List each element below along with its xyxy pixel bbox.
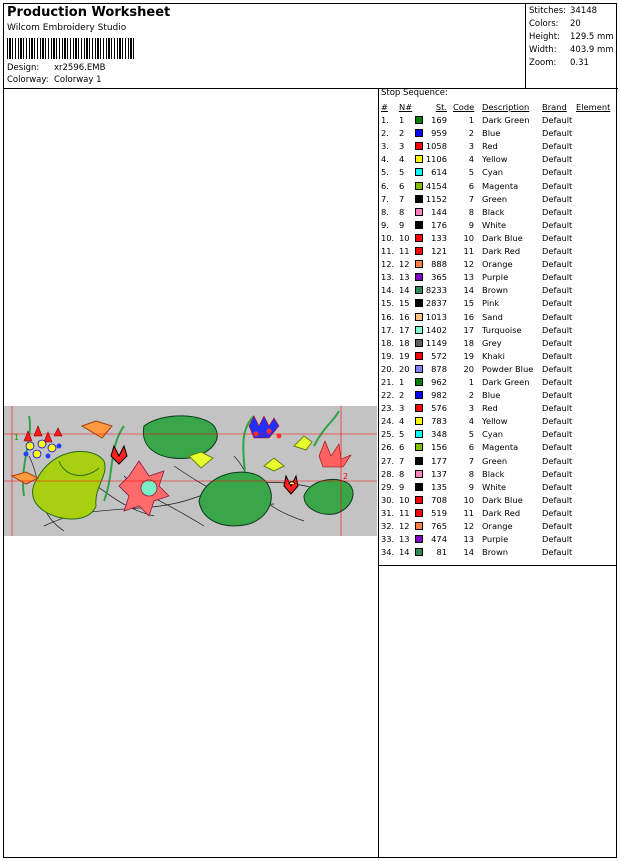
row-index: 34. xyxy=(381,547,395,558)
row-stitches: 572 xyxy=(431,350,447,361)
row-stitches: 519 xyxy=(431,507,447,518)
row-needle: 9 xyxy=(399,481,405,492)
row-code: 7 xyxy=(468,455,474,466)
design-info xyxy=(4,4,526,88)
stat-value: 20 xyxy=(570,19,581,29)
row-needle: 13 xyxy=(399,534,410,545)
row-needle: 4 xyxy=(399,154,405,165)
row-brand: Default xyxy=(542,363,573,374)
barcode xyxy=(7,38,135,59)
row-brand: Default xyxy=(542,285,573,296)
row-index: 7. xyxy=(381,193,389,204)
row-stitches: 614 xyxy=(431,167,447,178)
row-code: 1 xyxy=(468,376,474,387)
row-needle: 14 xyxy=(399,285,410,296)
row-brand: Default xyxy=(542,206,573,217)
row-description: Green xyxy=(482,193,508,204)
software-name: Wilcom Embroidery Studio xyxy=(7,23,127,33)
row-stitches: 1152 xyxy=(425,193,447,204)
worksheet xyxy=(3,3,617,858)
row-description: Yellow xyxy=(482,416,508,427)
header-description: Description xyxy=(482,102,530,112)
row-brand: Default xyxy=(542,337,573,348)
row-needle: 2 xyxy=(399,128,405,139)
row-index: 9. xyxy=(381,219,389,230)
stat-value: 129.5 mm xyxy=(570,32,614,42)
row-index: 5. xyxy=(381,167,389,178)
color-swatch xyxy=(415,352,423,360)
row-stitches: 982 xyxy=(431,390,447,401)
color-swatch xyxy=(415,470,423,478)
design-value: xr2596.EMB xyxy=(54,63,106,73)
row-needle: 18 xyxy=(399,337,410,348)
row-brand: Default xyxy=(542,481,573,492)
row-needle: 7 xyxy=(399,193,405,204)
row-needle: 14 xyxy=(399,547,410,558)
row-brand: Default xyxy=(542,246,573,257)
color-swatch xyxy=(415,168,423,176)
color-swatch xyxy=(415,339,423,347)
row-code: 1 xyxy=(468,115,474,126)
color-swatch xyxy=(415,313,423,321)
row-index: 31. xyxy=(381,507,395,518)
color-swatch xyxy=(415,522,423,530)
color-swatch xyxy=(415,129,423,137)
colorway-field xyxy=(7,75,102,85)
row-description: Powder Blue xyxy=(482,363,534,374)
row-index: 29. xyxy=(381,481,395,492)
row-description: Dark Blue xyxy=(482,232,523,243)
row-brand: Default xyxy=(542,193,573,204)
row-stitches: 176 xyxy=(431,219,447,230)
row-index: 33. xyxy=(381,534,395,545)
colorway-label: Colorway: xyxy=(7,75,49,85)
row-brand: Default xyxy=(542,154,573,165)
row-index: 12. xyxy=(381,259,395,270)
row-code: 3 xyxy=(468,403,474,414)
row-stitches: 708 xyxy=(431,494,447,505)
row-description: Dark Red xyxy=(482,507,521,518)
row-description: Pink xyxy=(482,298,500,309)
row-brand: Default xyxy=(542,416,573,427)
header-idx: # xyxy=(381,102,388,112)
row-code: 16 xyxy=(463,311,474,322)
row-description: Purple xyxy=(482,272,509,283)
stat-label: Width: xyxy=(529,45,557,55)
row-index: 11. xyxy=(381,246,395,257)
color-swatch xyxy=(415,326,423,334)
stat-label: Stitches: xyxy=(529,6,567,16)
page-title: Production Worksheet xyxy=(7,5,171,20)
row-code: 12 xyxy=(463,259,474,270)
row-needle: 5 xyxy=(399,429,405,440)
row-index: 21. xyxy=(381,376,395,387)
row-needle: 15 xyxy=(399,298,410,309)
row-stitches: 365 xyxy=(431,272,447,283)
row-brand: Default xyxy=(542,494,573,505)
row-code: 12 xyxy=(463,521,474,531)
row-stitches: 8233 xyxy=(425,285,447,296)
row-code: 6 xyxy=(468,442,474,453)
row-stitches: 135 xyxy=(431,481,447,492)
color-swatch xyxy=(415,260,423,268)
row-description: Orange xyxy=(482,521,513,531)
stat-height xyxy=(529,32,614,42)
row-needle: 1 xyxy=(399,115,405,126)
row-description: Purple xyxy=(482,534,509,545)
color-swatch xyxy=(415,208,423,216)
row-stitches: 1013 xyxy=(425,311,447,322)
row-needle: 19 xyxy=(399,350,410,361)
row-brand: Default xyxy=(542,311,573,322)
color-swatch xyxy=(415,535,423,543)
row-code: 11 xyxy=(463,507,474,518)
color-swatch xyxy=(415,378,423,386)
row-needle: 12 xyxy=(399,259,410,270)
row-code: 10 xyxy=(463,494,474,505)
row-needle: 2 xyxy=(399,390,405,401)
row-code: 15 xyxy=(463,298,474,309)
stat-label: Colors: xyxy=(529,19,559,29)
row-needle: 5 xyxy=(399,167,405,178)
stat-label: Zoom: xyxy=(529,58,557,68)
row-code: 3 xyxy=(468,141,474,152)
row-stitches: 4154 xyxy=(425,180,447,191)
row-needle: 3 xyxy=(399,141,405,152)
row-description: Orange xyxy=(482,259,513,270)
row-description: Dark Blue xyxy=(482,494,523,505)
row-stitches: 348 xyxy=(431,429,447,440)
row-brand: Default xyxy=(542,468,573,479)
row-brand: Default xyxy=(542,547,573,558)
row-description: Yellow xyxy=(482,154,508,165)
row-needle: 11 xyxy=(399,507,410,518)
color-swatch xyxy=(415,509,423,517)
row-description: Red xyxy=(482,403,498,414)
row-brand: Default xyxy=(542,455,573,466)
row-code: 6 xyxy=(468,180,474,191)
row-stitches: 765 xyxy=(431,521,447,531)
header-code: Code xyxy=(453,102,475,112)
row-index: 32. xyxy=(381,521,395,531)
end-marker: 2 xyxy=(343,472,349,481)
row-stitches: 474 xyxy=(431,534,447,545)
row-stitches: 1149 xyxy=(425,337,447,348)
stat-colors xyxy=(529,19,581,29)
row-stitches: 888 xyxy=(431,259,447,270)
row-needle: 20 xyxy=(399,363,410,374)
row-description: Brown xyxy=(482,285,509,296)
row-stitches: 156 xyxy=(431,442,447,453)
row-needle: 7 xyxy=(399,455,405,466)
row-index: 27. xyxy=(381,455,395,466)
row-index: 10. xyxy=(381,232,395,243)
row-stitches: 2837 xyxy=(425,298,447,309)
row-code: 8 xyxy=(468,206,474,217)
header-st: St. xyxy=(435,102,447,112)
header-n: N# xyxy=(399,102,413,112)
row-index: 16. xyxy=(381,311,395,322)
row-index: 2. xyxy=(381,128,389,139)
row-brand: Default xyxy=(542,507,573,518)
row-code: 4 xyxy=(468,154,474,165)
row-description: Khaki xyxy=(482,350,505,361)
row-index: 20. xyxy=(381,363,395,374)
row-code: 5 xyxy=(468,167,474,178)
row-brand: Default xyxy=(542,350,573,361)
color-swatch xyxy=(415,391,423,399)
color-swatch xyxy=(415,234,423,242)
row-needle: 11 xyxy=(399,246,410,257)
row-brand: Default xyxy=(542,219,573,230)
row-brand: Default xyxy=(542,429,573,440)
row-index: 28. xyxy=(381,468,395,479)
row-brand: Default xyxy=(542,324,573,335)
row-brand: Default xyxy=(542,376,573,387)
color-swatch xyxy=(415,247,423,255)
row-description: Dark Green xyxy=(482,115,530,126)
design-field xyxy=(7,63,106,73)
row-index: 30. xyxy=(381,494,395,505)
row-stitches: 1106 xyxy=(425,154,447,165)
color-swatch xyxy=(415,142,423,150)
row-needle: 12 xyxy=(399,521,410,531)
color-swatch xyxy=(415,457,423,465)
row-index: 18. xyxy=(381,337,395,348)
row-needle: 10 xyxy=(399,494,410,505)
row-index: 13. xyxy=(381,272,395,283)
stat-value: 403.9 mm xyxy=(570,45,614,55)
row-code: 18 xyxy=(463,337,474,348)
design-preview-panel xyxy=(4,89,379,857)
row-code: 13 xyxy=(463,534,474,545)
row-needle: 3 xyxy=(399,403,405,414)
row-brand: Default xyxy=(542,128,573,139)
row-stitches: 121 xyxy=(431,246,447,257)
row-description: Green xyxy=(482,455,508,466)
row-stitches: 1058 xyxy=(425,141,447,152)
row-code: 9 xyxy=(468,481,474,492)
color-swatch xyxy=(415,417,423,425)
row-description: Dark Green xyxy=(482,376,530,387)
row-description: Black xyxy=(482,206,505,217)
row-description: White xyxy=(482,219,507,230)
row-stitches: 576 xyxy=(431,403,447,414)
row-needle: 10 xyxy=(399,232,410,243)
header-element: Element xyxy=(576,102,611,112)
row-needle: 9 xyxy=(399,219,405,230)
row-description: Magenta xyxy=(482,180,519,191)
row-stitches: 959 xyxy=(431,128,447,139)
row-code: 10 xyxy=(463,232,474,243)
row-index: 26. xyxy=(381,442,395,453)
stop-sequence-panel xyxy=(379,89,616,857)
row-needle: 8 xyxy=(399,206,405,217)
color-swatch xyxy=(415,116,423,124)
row-description: Red xyxy=(482,141,498,152)
row-stitches: 144 xyxy=(431,206,447,217)
row-code: 17 xyxy=(463,324,474,335)
design-stats xyxy=(526,4,618,88)
row-code: 8 xyxy=(468,468,474,479)
stat-value: 34148 xyxy=(570,6,598,16)
embroidery-artwork xyxy=(4,406,377,536)
row-needle: 6 xyxy=(399,180,405,191)
row-code: 11 xyxy=(463,246,474,257)
row-needle: 6 xyxy=(399,442,405,453)
row-description: White xyxy=(482,481,507,492)
row-description: Grey xyxy=(482,337,502,348)
color-swatch xyxy=(415,273,423,281)
row-code: 14 xyxy=(463,547,474,558)
design-label: Design: xyxy=(7,63,40,73)
color-swatch xyxy=(415,286,423,294)
row-description: Sand xyxy=(482,311,503,322)
row-needle: 16 xyxy=(399,311,410,322)
row-description: Magenta xyxy=(482,442,519,453)
row-needle: 4 xyxy=(399,416,405,427)
table-end-divider xyxy=(379,565,616,566)
color-swatch xyxy=(415,299,423,307)
row-code: 19 xyxy=(463,350,474,361)
row-code: 2 xyxy=(468,390,474,401)
row-brand: Default xyxy=(542,390,573,401)
stat-value: 0.31 xyxy=(570,58,589,68)
stat-width xyxy=(529,45,614,55)
row-code: 13 xyxy=(463,272,474,283)
row-stitches: 783 xyxy=(431,416,447,427)
row-index: 22. xyxy=(381,390,395,401)
row-brand: Default xyxy=(542,534,573,545)
row-code: 2 xyxy=(468,128,474,139)
row-needle: 1 xyxy=(399,376,405,387)
row-stitches: 137 xyxy=(431,468,447,479)
row-description: Cyan xyxy=(482,167,504,178)
row-description: Blue xyxy=(482,390,501,401)
row-stitches: 177 xyxy=(431,455,447,466)
color-swatch xyxy=(415,548,423,556)
row-needle: 17 xyxy=(399,324,410,335)
row-description: Blue xyxy=(482,128,501,139)
row-index: 8. xyxy=(381,206,389,217)
color-swatch xyxy=(415,483,423,491)
row-index: 19. xyxy=(381,350,395,361)
row-index: 6. xyxy=(381,180,389,191)
row-needle: 8 xyxy=(399,468,405,479)
row-description: Black xyxy=(482,468,505,479)
row-brand: Default xyxy=(542,521,573,531)
color-swatch xyxy=(415,443,423,451)
row-index: 4. xyxy=(381,154,389,165)
stop-sequence-title: Stop Sequence: xyxy=(381,88,448,98)
row-brand: Default xyxy=(542,232,573,243)
header-brand: Brand xyxy=(542,102,567,112)
row-code: 20 xyxy=(463,363,474,374)
row-brand: Default xyxy=(542,115,573,126)
row-brand: Default xyxy=(542,272,573,283)
row-index: 14. xyxy=(381,285,395,296)
row-index: 15. xyxy=(381,298,395,309)
stat-zoom xyxy=(529,58,589,68)
row-brand: Default xyxy=(542,442,573,453)
color-swatch xyxy=(415,404,423,412)
row-brand: Default xyxy=(542,180,573,191)
row-description: Brown xyxy=(482,547,509,558)
embroidery-design-preview xyxy=(4,406,377,536)
row-index: 1. xyxy=(381,115,389,126)
row-stitches: 81 xyxy=(436,547,447,558)
row-code: 4 xyxy=(468,416,474,427)
colorway-value: Colorway 1 xyxy=(54,75,102,85)
row-brand: Default xyxy=(542,403,573,414)
row-stitches: 1402 xyxy=(425,324,447,335)
row-brand: Default xyxy=(542,259,573,270)
row-stitches: 133 xyxy=(431,232,447,243)
row-description: Dark Red xyxy=(482,246,521,257)
row-stitches: 878 xyxy=(431,363,447,374)
row-stitches: 962 xyxy=(431,376,447,387)
row-description: Cyan xyxy=(482,429,504,440)
stat-label: Height: xyxy=(529,32,560,42)
row-code: 7 xyxy=(468,193,474,204)
worksheet-header xyxy=(4,4,618,89)
start-marker: 1 xyxy=(14,433,20,442)
row-brand: Default xyxy=(542,141,573,152)
row-index: 17. xyxy=(381,324,395,335)
color-swatch xyxy=(415,195,423,203)
color-swatch xyxy=(415,496,423,504)
row-code: 14 xyxy=(463,285,474,296)
row-brand: Default xyxy=(542,167,573,178)
row-index: 23. xyxy=(381,403,395,414)
color-swatch xyxy=(415,221,423,229)
color-swatch xyxy=(415,182,423,190)
row-code: 9 xyxy=(468,219,474,230)
row-index: 3. xyxy=(381,141,389,152)
row-needle: 13 xyxy=(399,272,410,283)
color-swatch xyxy=(415,430,423,438)
row-index: 24. xyxy=(381,416,395,427)
row-stitches: 169 xyxy=(431,115,447,126)
row-code: 5 xyxy=(468,429,474,440)
row-brand: Default xyxy=(542,298,573,309)
row-index: 25. xyxy=(381,429,395,440)
color-swatch xyxy=(415,155,423,163)
row-description: Turquoise xyxy=(482,324,522,335)
stat-stitches xyxy=(529,6,598,16)
color-swatch xyxy=(415,365,423,373)
